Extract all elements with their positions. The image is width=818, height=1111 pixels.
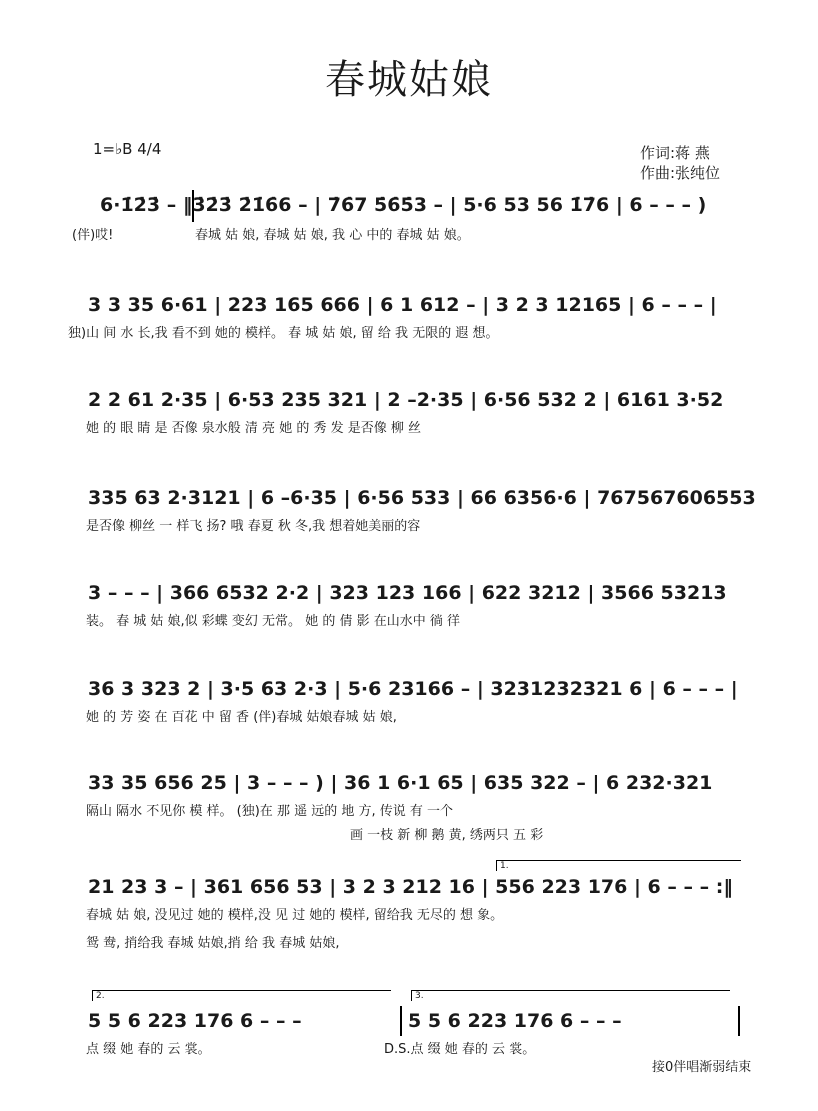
notation-line: 36 3 323 2 | 3·5 63 2·3 | 5·6 23166 – | 3231232321 6 | 6 – – – | (88, 678, 738, 700)
lyric-line: 装。 春 城 姑 娘,似 彩蝶 变幻 无常。 她 的 倩 影 在山水中 徜 徉 (86, 614, 460, 629)
page-title: 春城姑娘 (325, 57, 493, 103)
volta-number-3: 3. (415, 991, 424, 1001)
notation-line-ending-2: 5 5 6 223 176 6 – – – (88, 1010, 302, 1032)
lyric-line: 她 的 芳 姿 在 百花 中 留 香 (伴)春城 姑娘春城 姑 娘, (86, 710, 397, 725)
volta-bracket-3 (411, 990, 730, 1001)
ending-instruction: 接0伴唱渐弱结束 (652, 1060, 752, 1075)
lyric-line-verse1: 隔山 隔水 不见你 模 样。 (独)在 那 遥 远的 地 方, 传说 有 一个 (86, 804, 453, 819)
notation-line: 2 2 61 2·35 | 6·53 235 321 | 2 –2·35 | 6·56 532 2 | 6161 3·52 (88, 389, 724, 411)
lyric-line: 春城 姑 娘, 春城 姑 娘, 我 心 中的 春城 姑 娘。 (195, 228, 470, 243)
volta-bracket-2 (92, 990, 391, 1001)
lyric-line: 是否像 柳丝 一 样飞 扬? 哦 春夏 秋 冬,我 想着她美丽的容 (86, 519, 421, 534)
notation-line: 3 3 35 6·61 | 223 165 666 | 6 1 612 – | 3 2 3 12165 | 6 – – – | (88, 294, 717, 316)
lyric-line-verse2: 鸳 鸯, 捎给我 春城 姑娘,捎 给 我 春城 姑娘, (86, 936, 340, 951)
volta-bracket (496, 860, 741, 871)
lyric-line-ending-2: 点 缀 她 春的 云 裳。 (86, 1042, 211, 1057)
notation-line-ending-3: 5 5 6 223 176 6 – – – (408, 1010, 622, 1032)
barline (400, 1006, 402, 1036)
lyricist-credit: 作词:蒋 燕 (640, 144, 710, 162)
notation-line: 3 – – – | 366 6532 2·2 | 323 123 166 | 622 3212 | 3566 53213 (88, 582, 727, 604)
notation-line: 335 63 2·3121 | 6 –6·35 | 6·56 533 | 66 6356·6 | 767567606553 (88, 487, 756, 509)
lyric-intro: (伴)哎! (72, 228, 114, 243)
final-barline (738, 1006, 740, 1036)
volta-number-2: 2. (96, 991, 105, 1001)
notation-line: 21 23 3 – | 361 656 53 | 3 2 3 212 16 | 556 223 176 | 6 – – – :‖ (88, 876, 733, 898)
lyric-line: 她 的 眼 睛 是 否像 泉水般 清 亮 她 的 秀 发 是否像 柳 丝 (86, 421, 421, 436)
composer-credit: 作曲:张纯位 (640, 164, 721, 182)
lyric-line-verse1: 春城 姑 娘, 没见过 她的 模样,没 见 过 她的 模样, 留给我 无尽的 想 象。 (86, 908, 504, 923)
notation-line: 33 35 656 25 | 3 – – – ) | 36 1 6·1 65 | 635 322 – | 6 232·321 (88, 772, 713, 794)
notation-line: 6·1̇2̇3̇ – ‖3̇2̇3̇ 2̇1̇6̇6 – | 7̇6̇7 5̇6̇5̇3 – | 5·6 53 56 1̇7̇6 | 6 – – – ) (100, 194, 707, 216)
key-signature: 1=♭B 4/4 (93, 140, 162, 158)
lyric-line: 独)山 间 水 长,我 看不到 她的 模样。 春 城 姑 娘, 留 给 我 无限的 遐 想。 (68, 326, 499, 341)
lyric-line-verse2: 画 一枝 新 柳 鹅 黄, 绣两只 五 彩 (350, 828, 544, 843)
lyric-line-ending-3: D.S.点 缀 她 春的 云 裳。 (384, 1042, 536, 1057)
volta-number: 1. (500, 861, 509, 871)
